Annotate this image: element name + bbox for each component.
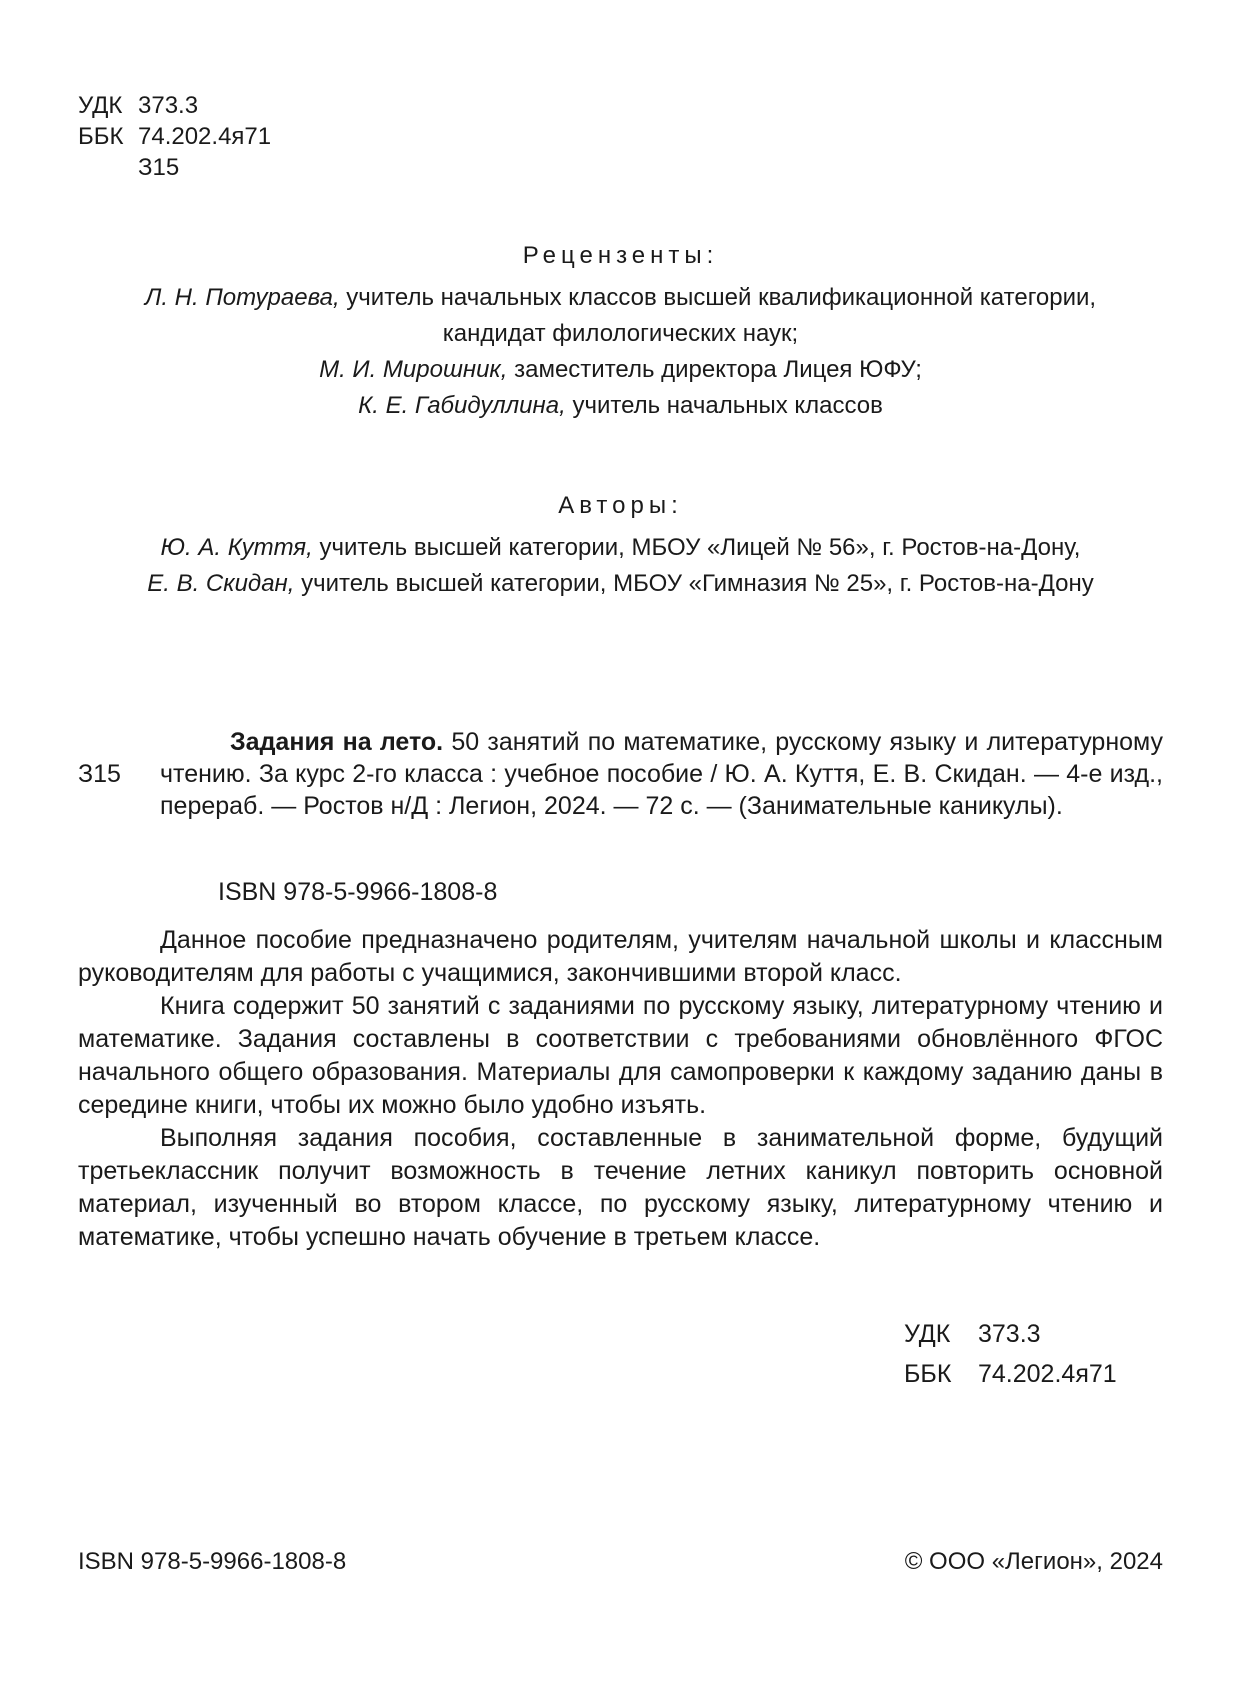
reviewer-desc: учитель начальных классов высшей квалификационной категории, — [346, 284, 1097, 311]
udk-value: 373.3 — [138, 92, 199, 119]
annotation-paragraph: Данное пособие предназначено родителям, учителям начальной школы и классным руководителям для работы с учащимися, закончившими второй класс. — [78, 926, 1163, 987]
bbk-row — [78, 121, 271, 152]
authors-section — [0, 488, 1241, 602]
biblio-author-sign: З15 — [78, 760, 121, 788]
author-desc: учитель высшей категории, МБОУ «Гимназия № 25», г. Ростов-на-Дону — [301, 570, 1094, 597]
annotation-paragraph: Книга содержит 50 занятий с заданиями по русскому языку, литературному чтению и математике. Задания составлены в соответствии с требованиями обновлённого ФГОС начального общего образования. Материалы для самопроверки к каждому заданию даны в середине книги, чтобы их можно было удобно изъять. — [78, 992, 1163, 1119]
author-line — [0, 566, 1241, 602]
author-name: Е. В. Скидан, — [147, 570, 295, 597]
udk-row — [78, 90, 271, 121]
authors-heading: Авторы: — [558, 492, 683, 519]
reviewer-name: Л. Н. Потураева, — [144, 284, 340, 311]
reviewer-line — [0, 280, 1241, 316]
bbk-row — [904, 1354, 1117, 1394]
reviewer-desc: кандидат филологических наук; — [442, 320, 799, 347]
author-name: Ю. А. Куття, — [160, 534, 313, 561]
footer-isbn: ISBN 978-5-9966-1808-8 — [78, 1548, 347, 1575]
author-sign-value: З15 — [138, 154, 180, 181]
biblio-title: Задания на лето. — [230, 728, 444, 756]
biblio-description — [160, 726, 1163, 822]
reviewer-line — [0, 352, 1241, 388]
author-desc: учитель высшей категории, МБОУ «Лицей № 56», г. Ростов-на-Дону, — [319, 534, 1081, 561]
classification-top — [78, 90, 271, 183]
annotation-paragraph: Выполняя задания пособия, составленные в занимательной форме, будущий третьеклассник получит возможность в течение летних каникул повторить основной материал, изученный во втором классе, по русскому языку, литературному чтению и математике, чтобы успешно начать обучение в третьем классе. — [78, 1124, 1163, 1251]
reviewer-name: К. Е. Габидуллина, — [358, 392, 566, 419]
author-sign-row — [78, 152, 271, 183]
reviewer-name: М. И. Мирошник, — [319, 356, 508, 383]
bbk-value: 74.202.4я71 — [978, 1360, 1117, 1388]
bibliographic-record — [78, 726, 1163, 822]
reviewer-line — [0, 388, 1241, 424]
biblio-details: 50 занятий по математике, русскому языку и литературному чтению. За курс 2-го класса : учебное пособие / Ю. А. Куття, Е. В. Скидан. — 4-е изд., перераб. — Ростов н/Д : Легион, 2024. — 72 с. — (Занимательные каникулы). — [160, 728, 1163, 820]
reviewer-desc: учитель начальных классов — [572, 392, 883, 419]
bbk-value: 74.202.4я71 — [138, 123, 272, 150]
bbk-label: ББК — [78, 123, 124, 150]
reviewers-section — [0, 238, 1241, 424]
bbk-label: ББК — [904, 1360, 952, 1388]
classification-bottom — [904, 1314, 1117, 1394]
udk-row — [904, 1314, 1117, 1354]
reviewers-heading: Рецензенты: — [522, 242, 719, 269]
reviewer-line — [0, 316, 1241, 352]
annotation — [78, 924, 1163, 1254]
udk-value: 373.3 — [978, 1320, 1041, 1348]
biblio-isbn: ISBN 978-5-9966-1808-8 — [218, 878, 498, 906]
author-line — [0, 530, 1241, 566]
udk-label: УДК — [904, 1320, 951, 1348]
udk-label: УДК — [78, 92, 123, 119]
reviewer-desc: заместитель директора Лицея ЮФУ; — [514, 356, 922, 383]
author-sign-label — [78, 152, 138, 183]
footer-copyright: © ООО «Легион», 2024 — [904, 1548, 1163, 1575]
